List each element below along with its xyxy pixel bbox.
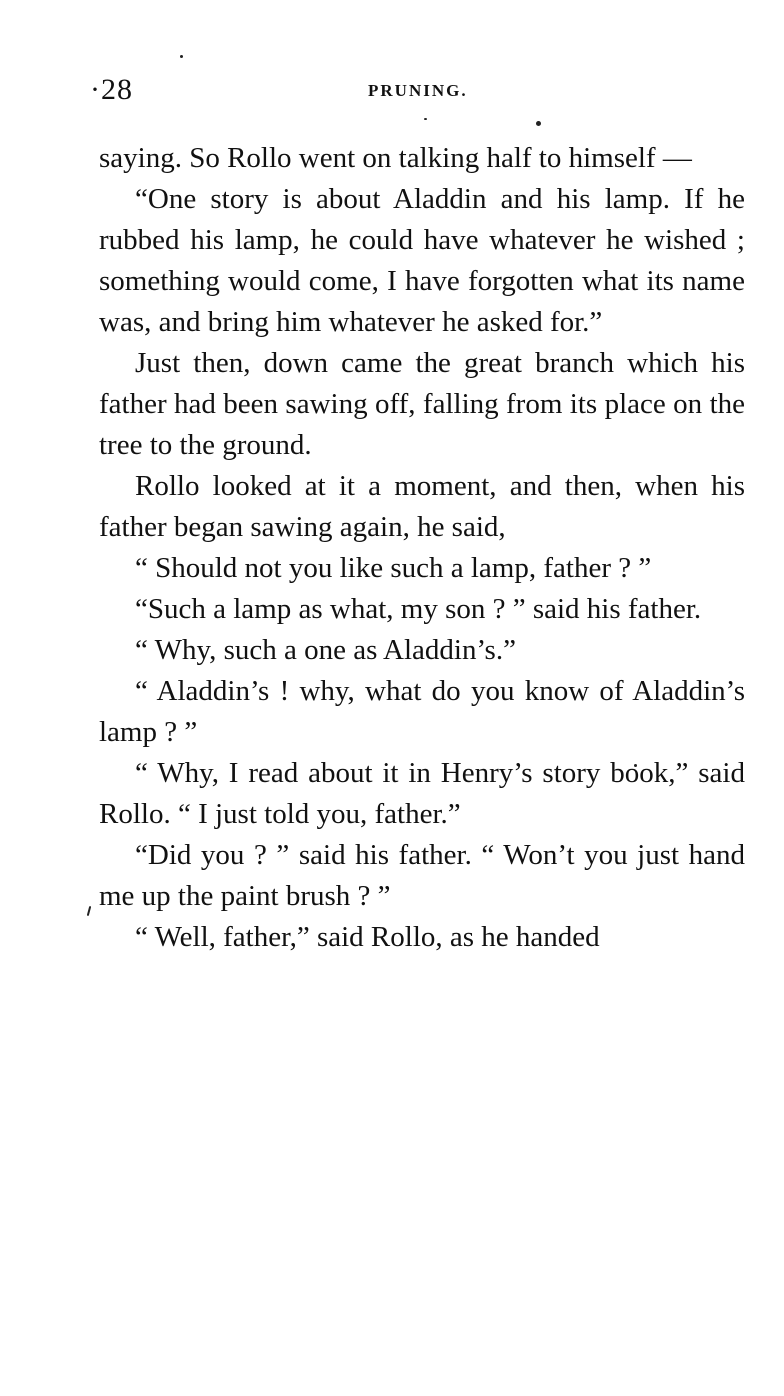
paragraph: “ Why, I read about it in Henry’s story book,” said Rollo. “ I just told you, father.”: [99, 757, 745, 830]
paragraph: Rollo looked at it a moment, and then, when his father began sawing again, he said,: [99, 470, 745, 543]
paragraph: “One story is about Aladdin and his lamp. If he rubbed his lamp, he could have whatever he wished ; something would come, I have forgotten what its name was, and bring him whatever he asked for.”: [99, 183, 745, 338]
paragraph: “ Well, father,” said Rollo, as he handed: [135, 921, 600, 953]
running-head: PRUNING.: [368, 81, 468, 100]
print-speck: [424, 118, 427, 120]
print-speck: [87, 906, 92, 916]
paragraph: “ Aladdin’s ! why, what do you know of Aladdin’s lamp ? ”: [99, 675, 745, 748]
paragraph: “ Why, such a one as Aladdin’s.”: [135, 634, 516, 666]
paragraph: saying. So Rollo went on talking half to himself —: [99, 142, 692, 174]
paragraph: Just then, down came the great branch which his father had been sawing off, falling from its place on the tree to the ground.: [99, 347, 745, 461]
paragraph: “Such a lamp as what, my son ? ” said his father.: [135, 593, 702, 625]
page-header: [90, 70, 740, 110]
page-number: ·28: [90, 73, 133, 106]
print-speck: [180, 55, 183, 58]
paragraph: “ Should not you like such a lamp, father ? ”: [135, 552, 652, 584]
paragraph: “Did you ? ” said his father. “ Won’t you just hand me up the paint brush ? ”: [99, 839, 745, 912]
print-speck: [536, 121, 541, 126]
body-text: [99, 138, 745, 958]
